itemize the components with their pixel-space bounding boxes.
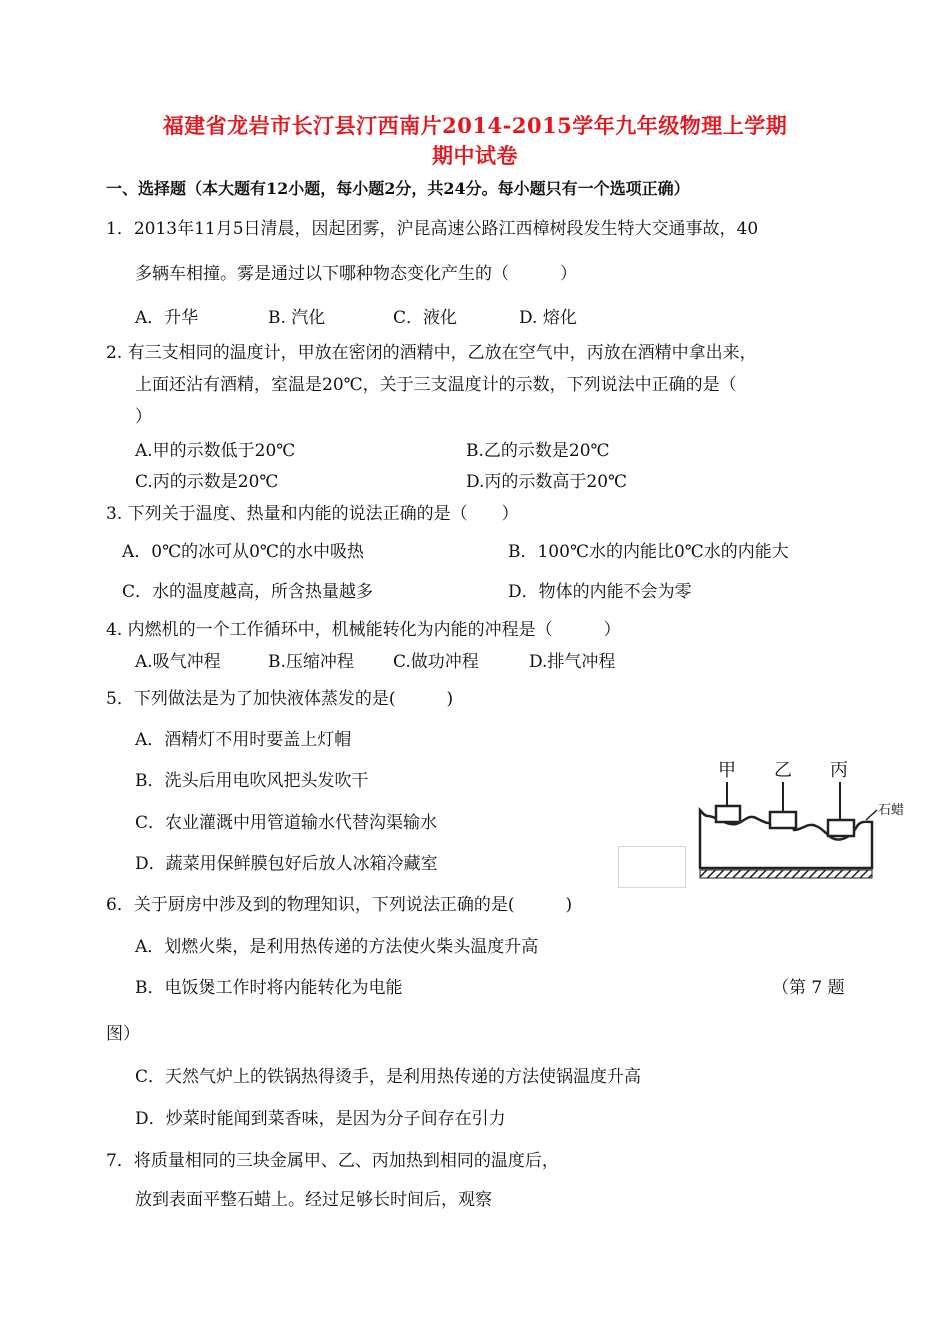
question-7-line1: 7．将质量相同的三块金属甲、乙、丙加热到相同的温度后， [106, 1151, 559, 1171]
question-2-option-d: D.丙的示数高于20℃ [466, 472, 628, 492]
question-1-line1: 1．2013年11月5日清晨，因起团雾，沪昆高速公路江西樟树段发生特大交通事故，40 [106, 219, 759, 239]
question-3-option-b: B．100℃水的内能比0℃水的内能大 [508, 542, 789, 562]
question-1-option-b: B. 汽化 [268, 308, 326, 328]
label-jia: 甲 [718, 760, 736, 781]
question-2-option-b: B.乙的示数是20℃ [466, 441, 610, 461]
figure-q7 [690, 750, 920, 890]
question-6-line1: 6．关于厨房中涉及到的物理知识，下列说法正确的是( ) [106, 895, 573, 915]
metal-bing [828, 820, 854, 836]
question-4-option-b: B.压缩冲程 [268, 652, 354, 672]
question-4-option-a: A.吸气冲程 [135, 652, 221, 672]
question-4-line1: 4. 内燃机的一个工作循环中，机械能转化为内能的冲程是（ ） [106, 620, 621, 640]
question-4-option-c: C.做功冲程 [393, 652, 479, 672]
question-2-line1: 2. 有三支相同的温度计，甲放在密闭的酒精中，乙放在空气中，丙放在酒精中拿出来， [106, 343, 757, 363]
metal-jia [716, 806, 740, 822]
leader-wax [866, 810, 877, 820]
metal-yi [770, 812, 796, 828]
figure-caption-part1: （第 7 题 [772, 978, 845, 998]
question-2-option-a: A.甲的示数低于20℃ [135, 441, 296, 461]
label-wax: 石蜡 [878, 803, 905, 818]
question-1-option-d: D. 熔化 [519, 308, 577, 328]
question-2-option-c: C.丙的示数是20℃ [135, 472, 279, 492]
question-3-option-a: A．0℃的冰可从0℃的水中吸热 [122, 542, 364, 562]
document-title-line1: 福建省龙岩市长汀县汀西南片2014-2015学年九年级物理上学期 [162, 113, 788, 138]
question-2-line3: ） [135, 407, 152, 427]
document-title-line2: 期中试卷 [432, 143, 518, 168]
question-6-option-b: B．电饭煲工作时将内能转化为电能 [135, 978, 403, 998]
base-hatch [700, 870, 872, 878]
question-6-option-a: A．划燃火柴，是利用热传递的方法使火柴头温度升高 [135, 937, 539, 957]
figure-caption-part2: 图） [106, 1024, 140, 1044]
question-1-option-c: C．液化 [393, 308, 458, 328]
question-5-option-b: B．洗头后用电吹风把头发吹干 [135, 771, 369, 791]
section-heading: 一、选择题（本大题有12小题，每小题2分，共24分。每小题只有一个选项正确） [106, 179, 690, 198]
question-2-line2: 上面还沾有酒精，室温是20℃，关于三支温度计的示数，下列说法中正确的是（ [135, 375, 737, 395]
question-5-option-d: D．蔬菜用保鲜膜包好后放人冰箱冷藏室 [135, 854, 438, 874]
wax-metal-diagram [690, 750, 920, 890]
faint-box [618, 846, 686, 888]
question-7-line2: 放到表面平整石蜡上。经过足够长时间后，观察 [135, 1190, 492, 1210]
question-1-option-a: A．升华 [135, 308, 199, 328]
question-3-option-d: D．物体的内能不会为零 [508, 582, 692, 602]
label-bing: 丙 [830, 760, 848, 781]
question-5-line1: 5．下列做法是为了加快液体蒸发的是( ) [106, 689, 454, 709]
question-5-option-c: C．农业灌溉中用管道输水代替沟渠输水 [135, 813, 438, 833]
question-4-option-d: D.排气冲程 [529, 652, 616, 672]
question-3-line1: 3. 下列关于温度、热量和内能的说法正确的是（ ） [106, 504, 519, 524]
question-5-option-a: A．酒精灯不用时要盖上灯帽 [135, 730, 352, 750]
question-1-line2: 多辆车相撞。雾是通过以下哪种物态变化产生的（ ） [135, 264, 577, 284]
label-yi: 乙 [774, 760, 792, 781]
question-6-option-c: C．天然气炉上的铁锅热得烫手，是利用热传递的方法使锅温度升高 [135, 1067, 642, 1087]
question-3-option-c: C．水的温度越高，所含热量越多 [122, 582, 374, 602]
question-6-option-d: D．炒菜时能闻到菜香味，是因为分子间存在引力 [135, 1109, 506, 1129]
